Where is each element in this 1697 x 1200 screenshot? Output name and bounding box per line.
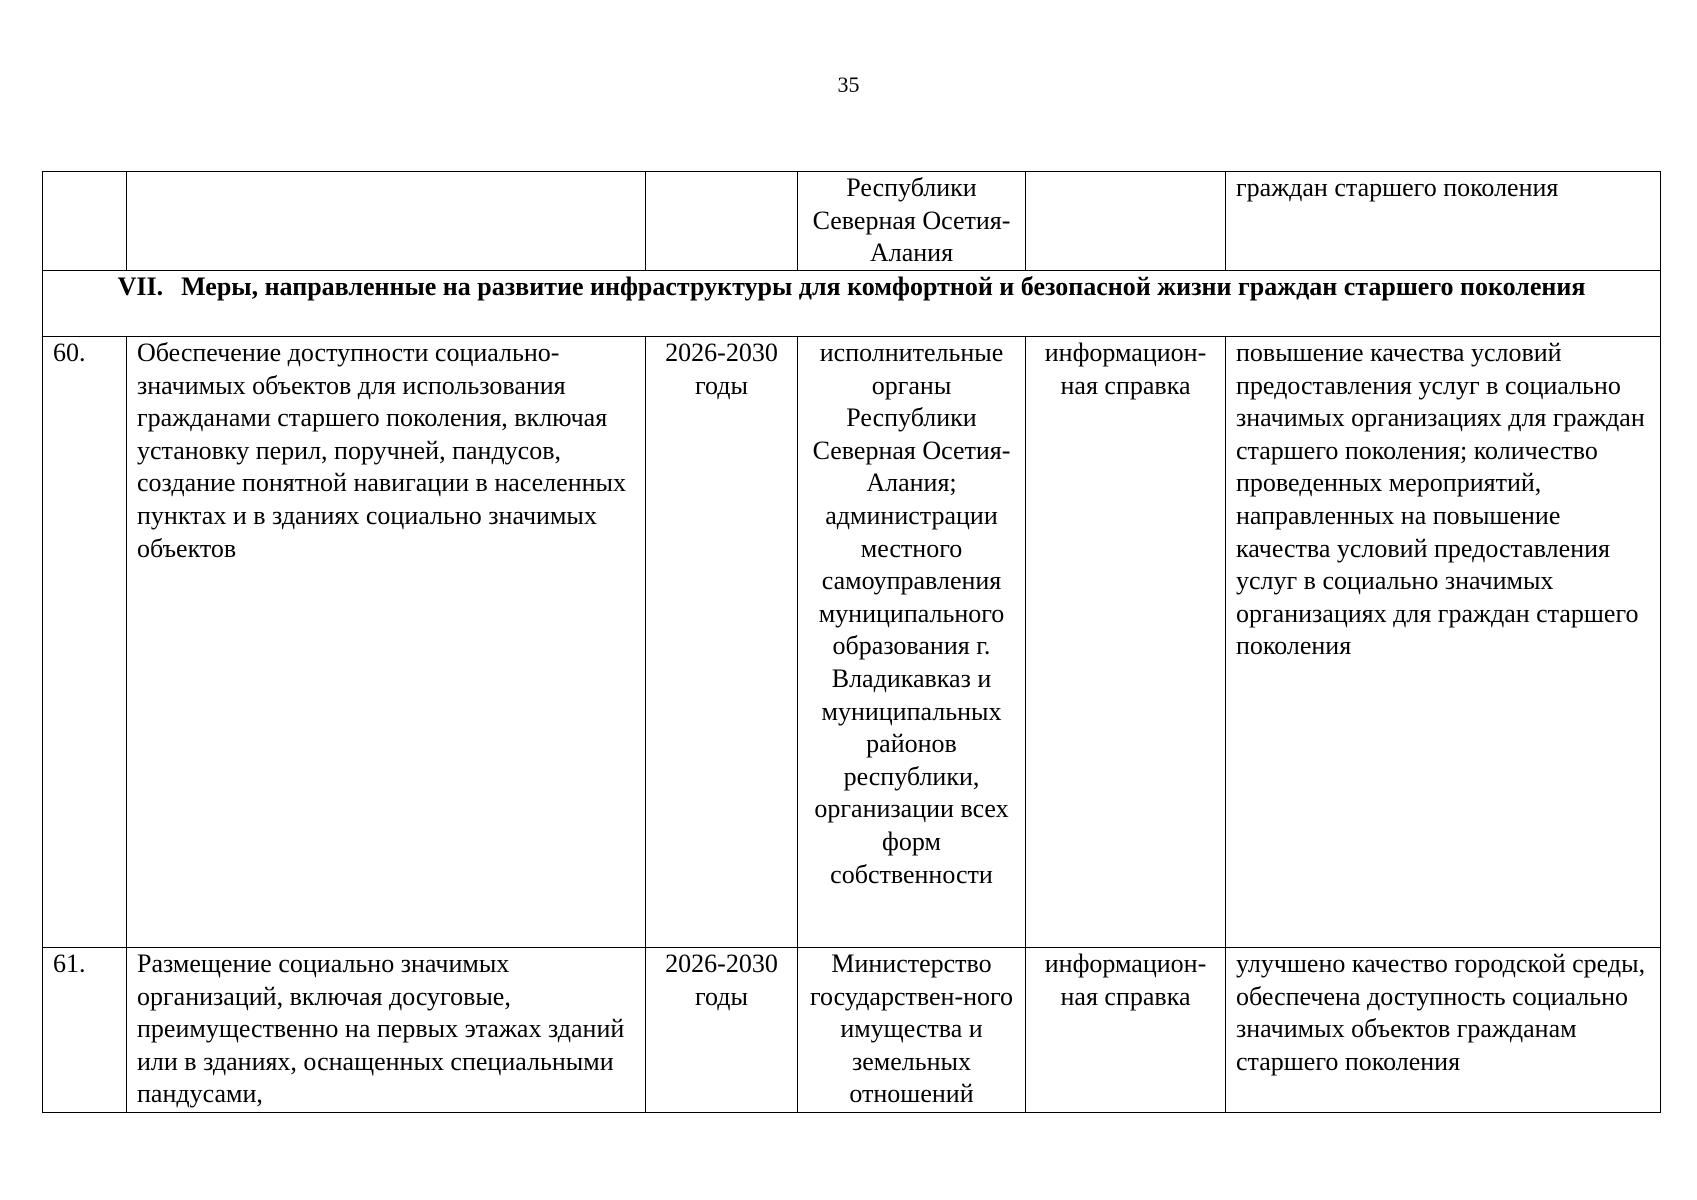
table-row [43, 172, 1661, 271]
report-form-cell [1026, 172, 1226, 271]
row-number-cell: 61. [43, 948, 127, 1113]
period-cell [646, 172, 798, 271]
result-cell: улучшено качество городской среды, обеспечена доступность социально значимых объектов гражданам старшего поколения [1226, 948, 1661, 1113]
period-cell: 2026-2030 годы [646, 948, 798, 1113]
row-number-cell: 60. [43, 337, 127, 948]
executors-cell: Министерство государствен-ного имущества и земельных отношений [798, 948, 1026, 1113]
measure-cell [127, 172, 646, 271]
table-row [43, 948, 1661, 1113]
table-row [43, 337, 1661, 948]
measures-table [42, 171, 1661, 1113]
result-cell: повышение качества условий предоставления услуг в социально значимых организациях для граждан старшего поколения; количество проведенных мероприятий, направленных на повышение качества условий предоставления услуг в социально значимых организациях для граждан старшего поколения [1226, 337, 1661, 948]
period-cell: 2026-2030 годы [646, 337, 798, 948]
section-heading [43, 271, 1661, 337]
measure-cell: Обеспечение доступности социально-значимых объектов для использования гражданами старшего поколения, включая установку перил, поручней, пандусов, создание понятной навигации в населенных пунктах и в зданиях социально значимых объектов [127, 337, 646, 948]
executors-cell: Республики Северная Осетия-Алания [798, 172, 1026, 271]
section-title: Меры, направленные на развитие инфраструктуры для комфортной и безопасной жизни граждан старшего поколения [181, 272, 1586, 301]
page-number: 35 [837, 72, 860, 97]
measure-cell: Размещение социально значимых организаций, включая досуговые, преимущественно на первых этажах зданий или в зданиях, оснащенных специальными пандусами, [127, 948, 646, 1113]
report-form-cell: информацион-ная справка [1026, 948, 1226, 1113]
section-heading-row [43, 271, 1661, 337]
report-form-cell: информацион-ная справка [1026, 337, 1226, 948]
section-roman-numeral: VII. [117, 272, 164, 301]
executors-cell: исполнительные органы Республики Северная Осетия-Алания; администрации местного самоуправления муниципального образования г. Владикавказ и муниципальных районов республики, организации всех форм собственности [798, 337, 1026, 948]
result-cell: граждан старшего поколения [1226, 172, 1661, 271]
row-number-cell [43, 172, 127, 271]
